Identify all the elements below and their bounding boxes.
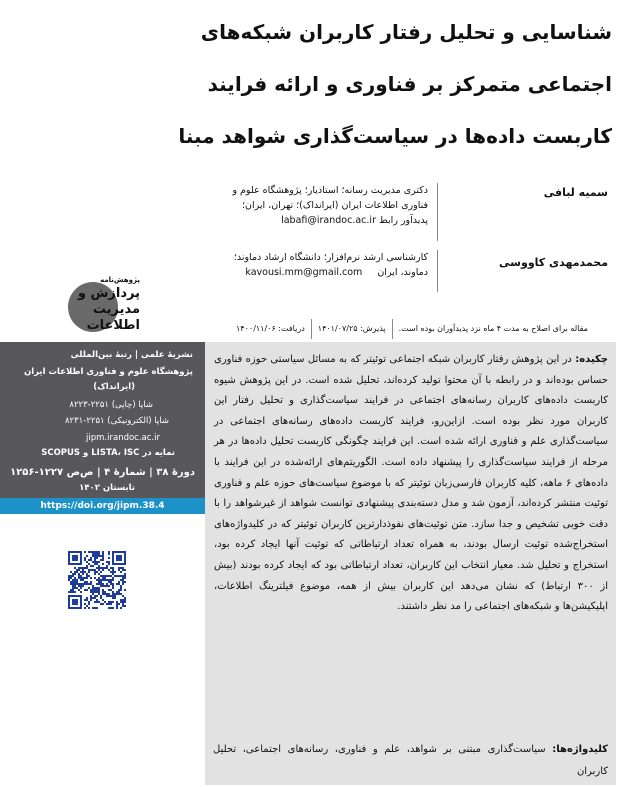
logo-line-2: پردازش و <box>77 286 140 301</box>
title-line-3: کاربست داده‌ها در سیاست‌گذاری شواهد مبنا <box>178 124 612 148</box>
paper-title <box>12 6 612 162</box>
affiliation-1-line-3 <box>168 213 428 228</box>
journal-indexing: نمایه در LISTA، ISC و SCOPUS <box>41 448 175 458</box>
title-line-1: شناسایی و تحلیل رفتار کاربران شبکه‌های <box>200 20 612 44</box>
logo-line-4: اطلاعات <box>86 318 140 333</box>
qr-code-icon <box>68 551 126 609</box>
doi-link[interactable]: https://doi.org/jipm.38.4 <box>0 498 205 514</box>
affiliation-2-line-1: کارشناسی ارشد نرم‌افزار؛ دانشگاه ارشاد دماوند؛ <box>233 252 428 263</box>
issn-online: شاپا (الکترونیکی) ۲۲۵۱-۸۲۳۱ <box>64 416 169 426</box>
journal-publisher: پژوهشگاه علوم و فناوری اطلاعات ایران <box>23 367 193 377</box>
keywords-text: سیاست‌گذاری مبتنی بر شواهد، علم و فناوری، رسانه‌های اجتماعی، تحلیل کاربران <box>213 744 608 777</box>
dates-row <box>230 318 594 340</box>
publication-season: تابستان ۱۴۰۲ <box>79 483 135 493</box>
abstract-text: در این پژوهش رفتار کاربران شبکه اجتماعی توئیتر که به مسائل سیاستی حوزه فناوری حساس بوده‌اند و در رابطه با آن محتوا تولید کرده‌اند، تحلیل شده است. در این پژوهش شیوه کاربست داده‌های کاربران رسانه‌های اجتماعی در فرایند سیاست‌گذاری و تحلیل رفتار این کاربران مورد نظر بوده است. ازاین‌رو، فرایند کاربست داده‌های رسانه‌های اجتماعی در سیاست‌گذاری علم و فناوری ارائه شده است. این فرایند چگونگی کاربست تحلیل داده‌ها در هر مرحله از فرایند سیاست‌گذاری را پیشنهاد داده است. الگوریتم‌های ارائه‌شده در این فرایند با داده‌های ۶ ماهه، کلیه کاربران فارسی‌زبان توئیتر که با موضوع سیاست‌های حوزه علم و فناوری توئیت منتشر کرده‌اند، آزمون شد و مدل دسته‌بندی پیشنهادی توانست شواهد از غیرشواهد را با دقت خوبی تشخیص و جدا سازد. متن توئیت‌های نفوذدارترین کاربران توئیتر که در کلیدواژه‌های استخراج‌شده توئیت ارسال بودند، به همراه تعداد ارتباطاتی که توئیت آنها ایجاد کرده بود، استخراج و تحلیل شد. معیار انتخاب این کاربران، تعداد ارتباطاتی بود که ایجاد کرده بودند (بیش از ۳۰۰ ارتباط) که نشان می‌دهد این کاربران بیش از همه، موضوع فیلترینگ اطلاعات، اپلیکیشن‌ها و شبکه‌های اجتماعی را مد نظر داشتند. <box>214 354 609 613</box>
affiliation-1-line-2: فناوری اطلاعات ایران (ایرانداک)؛ تهران، ایران؛ <box>241 200 428 211</box>
author-affiliation-2 <box>168 250 428 280</box>
journal-info-panel <box>0 342 205 498</box>
logo-line-3: مدیریت <box>92 302 140 317</box>
abstract-box <box>205 342 616 785</box>
abstract-label: چکیده: <box>575 354 608 365</box>
journal-logo <box>68 276 140 338</box>
author-email-1[interactable]: labafi@irandoc.ac.ir <box>281 215 376 226</box>
volume-issue-pages: دورهٔ ۳۸ | شمارهٔ ۴ | ص‌ص ۱۲۲۷-۱۲۵۶ <box>10 467 195 478</box>
journal-website[interactable]: jipm.irandoc.ac.ir <box>86 433 160 443</box>
author-name-1: سمیه لبافی <box>543 186 608 199</box>
title-line-2: اجتماعی متمرکز بر فناوری و ارائه فرایند <box>207 72 612 96</box>
author-divider-1 <box>437 183 438 241</box>
abstract-body <box>214 350 608 618</box>
affiliation-1-line-1: دکتری مدیریت رسانه؛ استادیار؛ پژوهشگاه علوم و <box>232 185 428 196</box>
journal-publisher-abbr: (ایرانداک) <box>93 382 135 392</box>
issn-print: شاپا (چاپی) ۲۲۵۱-۸۲۲۳ <box>69 400 153 410</box>
affiliation-2-line-2 <box>168 265 428 280</box>
journal-rank: نشریهٔ علمی | رتبهٔ بین‌المللی <box>70 350 193 360</box>
logo-line-1: پژوهش‌نامه <box>100 276 140 284</box>
author-divider-2 <box>437 250 438 292</box>
affiliation-2-location: دماوند، ایران <box>377 267 428 278</box>
author-email-2[interactable]: kavousi.mm@gmail.com <box>245 267 363 278</box>
received-date: دریافت: ۱۴۰۰/۱۱/۰۶ <box>230 319 312 339</box>
keywords <box>205 739 616 783</box>
author-affiliation-1 <box>168 183 428 228</box>
accepted-date: پذیرش: ۱۴۰۱/۰۷/۲۵ <box>312 319 393 339</box>
revision-note: مقاله برای اصلاح به مدت ۴ ماه نزد پدیدآوران بوده است. <box>398 324 588 333</box>
author-name-2: محمدمهدی کاووسی <box>499 256 608 269</box>
corresponding-label: پدیدآور رابط <box>379 215 428 226</box>
keywords-label: کلیدواژه‌ها: <box>552 744 608 755</box>
